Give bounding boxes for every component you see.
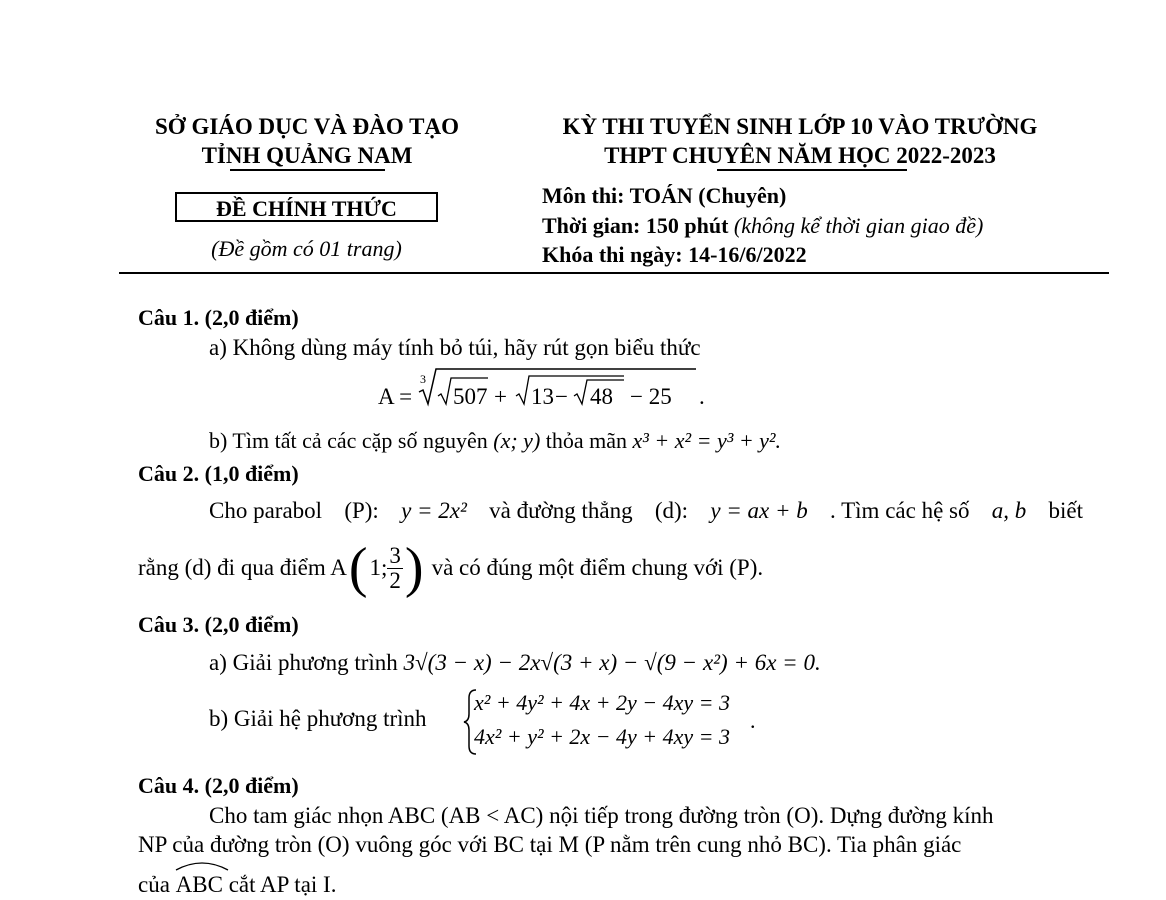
q3-a-label: a) Giải phương trình <box>209 650 398 675</box>
q3-title: Câu 3. (2,0 điểm) <box>138 612 299 637</box>
q2-l2-a: rằng (d) đi qua điểm A <box>138 555 347 580</box>
q2-l2-b: và có đúng một điểm chung với (P). <box>431 555 764 580</box>
q3-b-period: . <box>750 708 756 733</box>
q4-angle-hat <box>174 860 230 872</box>
q3-a-equation: 3√(3 − x) − 2x√(3 + x) − √(9 − x²) + 6x = 0. <box>403 650 821 675</box>
q1-b-text1: b) Tìm tất cả các cặp số nguyên <box>209 428 488 453</box>
q4-l3-b: cắt AP tại I. <box>228 872 337 897</box>
q1-b-pair: (x; y) <box>493 428 541 453</box>
q1-b <box>209 426 781 456</box>
q1-formula <box>378 366 718 410</box>
q2-line1 <box>209 496 1083 526</box>
q2-point-x: 1; <box>369 555 388 580</box>
exam-title-line2: THPT CHUYÊN NĂM HỌC 2022-2023 <box>604 143 996 168</box>
q1-period: . <box>699 384 705 409</box>
q2-point-y <box>387 544 403 593</box>
q4-line2: NP của đường tròn (O) vuông góc với BC tại M (P nằm trên cung nhỏ BC). Tia phân giác <box>138 832 962 857</box>
q2-p-label: (P): <box>344 498 379 523</box>
q1-a-text: a) Không dùng máy tính bỏ túi, hãy rút gọn biểu thức <box>209 335 701 360</box>
exam-time-note: (không kể thời gian giao đề) <box>733 213 984 238</box>
q2-title: Câu 2. (1,0 điểm) <box>138 461 299 486</box>
q1-minus: − <box>555 384 568 409</box>
header-divider <box>119 272 1109 274</box>
q2-l1-a: Cho parabol <box>209 498 323 523</box>
right-underline <box>717 169 907 171</box>
exam-subject: Môn thi: TOÁN (Chuyên) <box>542 183 787 208</box>
q2-l1-c: . Tìm các hệ số <box>830 498 970 523</box>
pages-note: (Đề gồm có 01 trang) <box>211 236 402 261</box>
q2-l1-b: và đường thẳng <box>489 498 633 523</box>
q4-line3 <box>138 866 336 900</box>
q2-line2 <box>138 537 763 599</box>
q1-title: Câu 1. (2,0 điểm) <box>138 305 299 330</box>
q3-b-label: b) Giải hệ phương trình <box>209 706 427 731</box>
q1-plus: + <box>494 384 507 409</box>
province-name: TỈNH QUẢNG NAM <box>201 143 413 168</box>
q1-tail: − 25 <box>630 384 672 409</box>
q2-coeffs: a, b <box>991 498 1027 523</box>
q2-paren-left: ( <box>348 537 368 599</box>
q4-line1: Cho tam giác nhọn ABC (AB < AC) nội tiếp trong đường tròn (O). Dựng đường kính <box>209 803 994 828</box>
q2-d-label: (d): <box>654 498 689 523</box>
q2-line-eq: y = ax + b <box>710 498 808 523</box>
q1-n13: 13 <box>531 384 554 409</box>
q4-angle-label: ABC <box>175 872 223 897</box>
q2-point-den: 2 <box>389 567 401 593</box>
q1-n507: 507 <box>453 384 488 409</box>
dept-name: SỞ GIÁO DỤC VÀ ĐÀO TẠO <box>155 114 459 139</box>
q3-system <box>462 688 762 756</box>
q2-paren-right: ) <box>404 537 424 599</box>
q4-title: Câu 4. (2,0 điểm) <box>138 773 299 798</box>
q4-angle <box>176 866 223 900</box>
q1-b-equation: x³ + x² = y³ + y². <box>632 428 782 453</box>
q2-l1-d: biết <box>1048 498 1083 523</box>
exam-time <box>542 211 983 241</box>
exam-date: Khóa thi ngày: 14-16/6/2022 <box>542 242 807 267</box>
q2-point-num: 3 <box>389 542 401 568</box>
q1-formula-svg <box>378 366 718 410</box>
q1-b-text2: thỏa mãn <box>545 428 628 453</box>
left-underline <box>230 169 385 171</box>
q3-b-eq1: x² + 4y² + 4x + 2y − 4xy = 3 <box>474 690 731 715</box>
q1-formula-prefix: A = <box>378 384 413 409</box>
q4-l3-a: của <box>138 872 170 897</box>
exam-title-line1: KỲ THI TUYỂN SINH LỚP 10 VÀO TRƯỜNG <box>562 114 1038 139</box>
q3-a <box>209 648 821 678</box>
q2-parabola: y = 2x² <box>401 498 467 523</box>
exam-time-label: Thời gian: 150 phút <box>542 213 729 238</box>
official-exam-box: ĐỀ CHÍNH THỨC <box>175 192 438 222</box>
q3-b-eq2: 4x² + y² + 2x − 4y + 4xy = 3 <box>474 724 731 749</box>
q1-root-index: 3 <box>420 372 426 386</box>
q1-n48: 48 <box>590 384 613 409</box>
